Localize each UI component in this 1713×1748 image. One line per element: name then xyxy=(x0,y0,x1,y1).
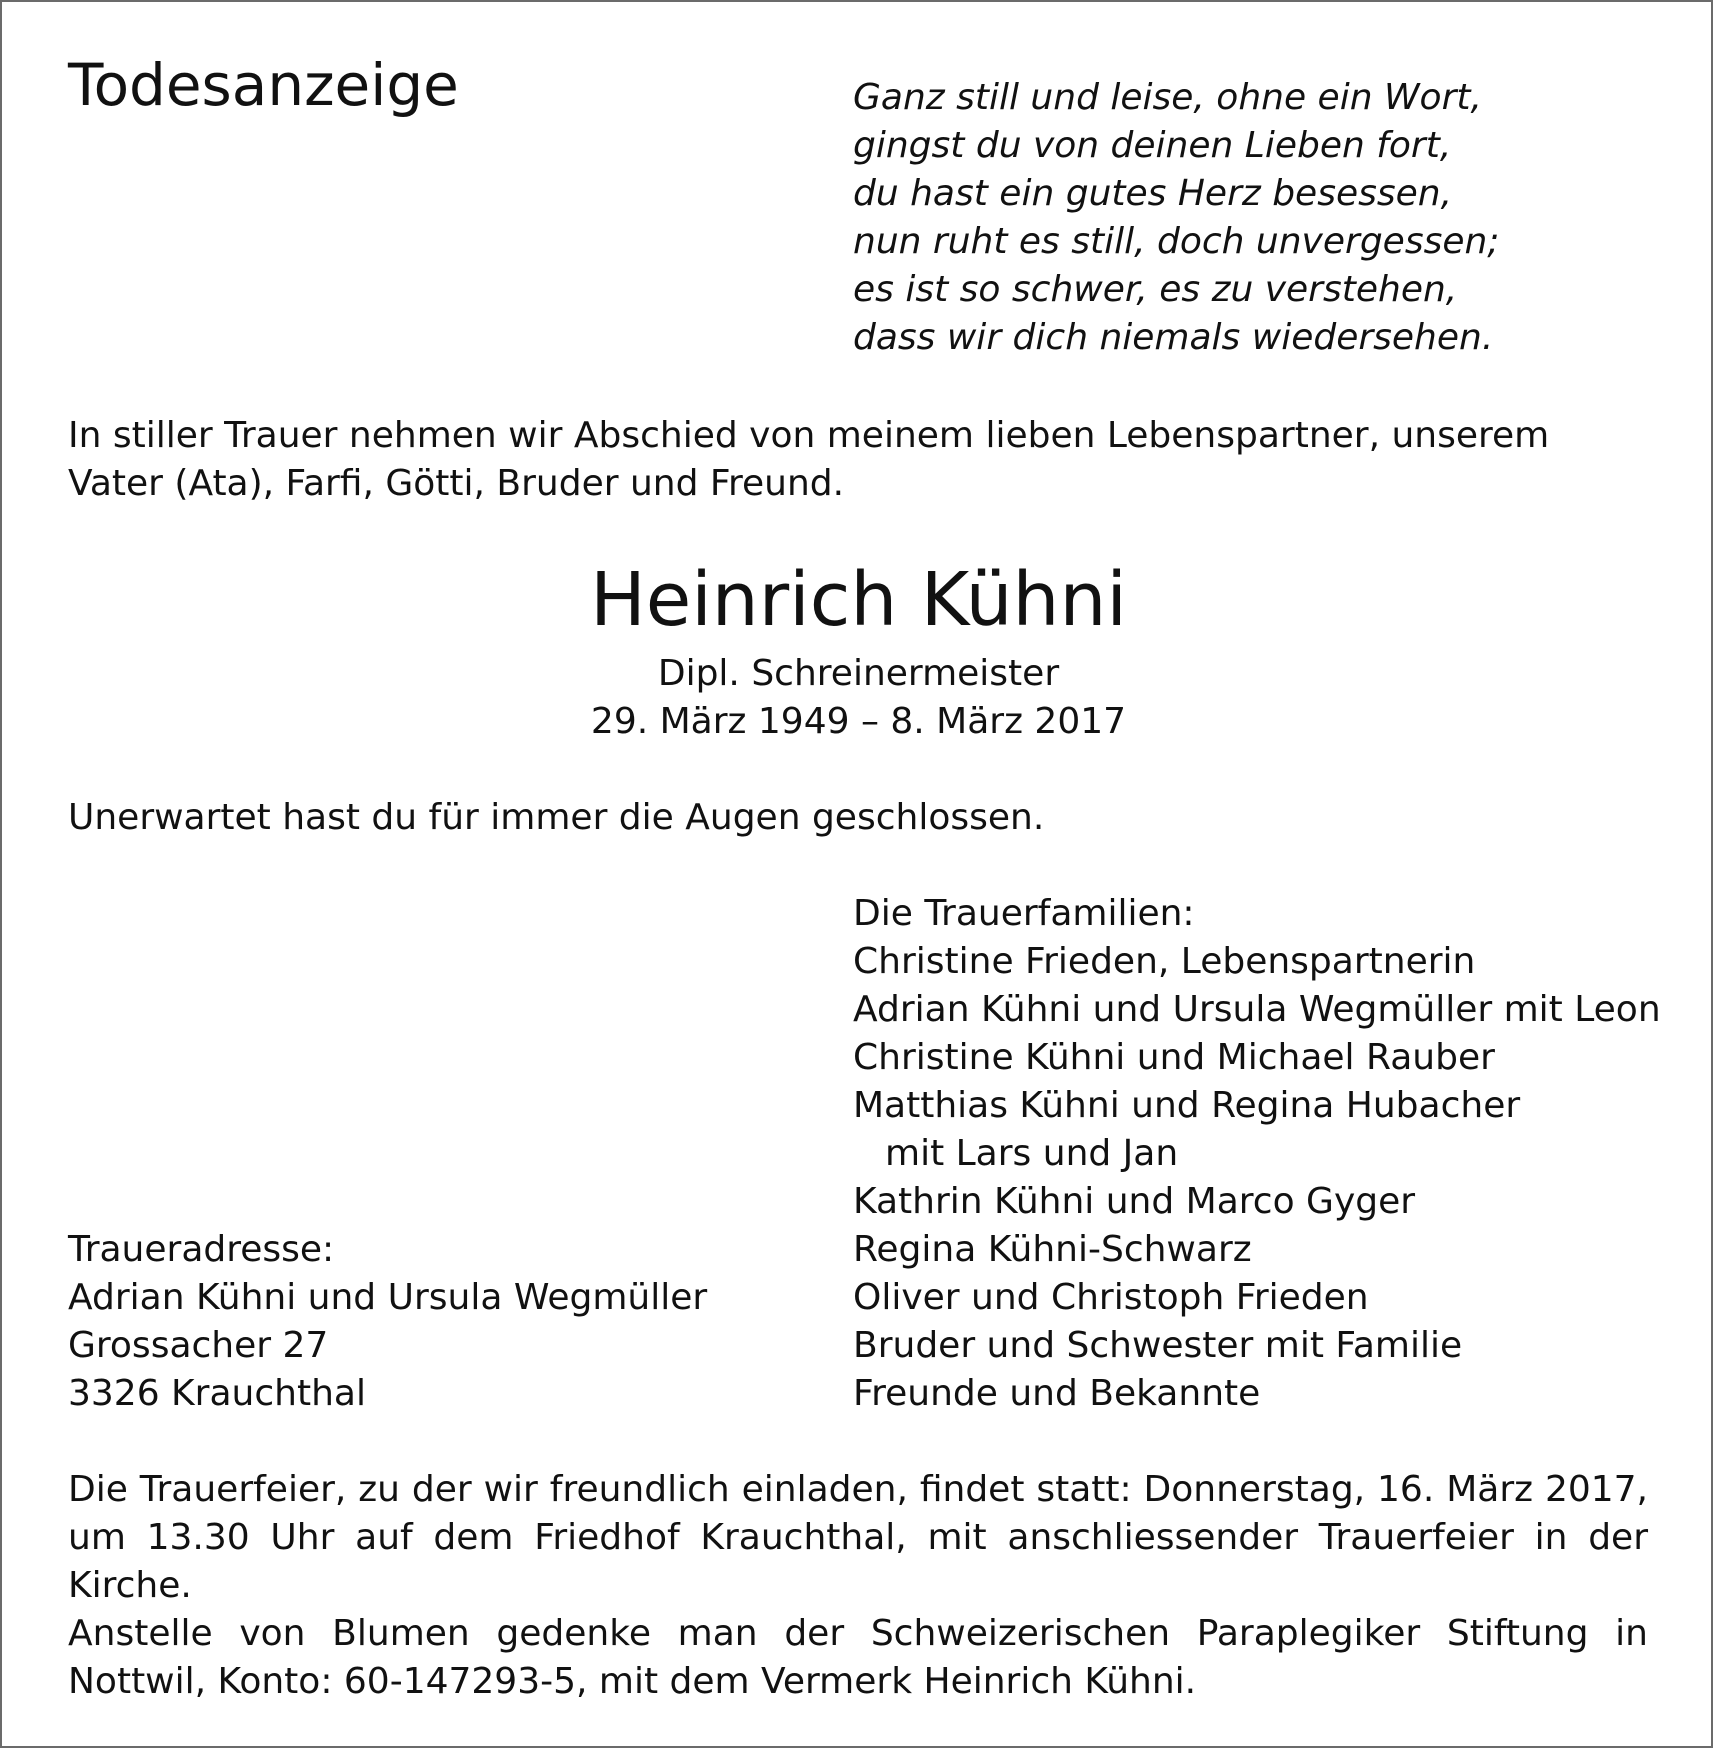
deceased-name: Heinrich Kühni xyxy=(590,557,1127,643)
poem xyxy=(853,74,1499,362)
poem-line: Ganz still und leise, ohne ein Wort, xyxy=(853,77,1482,118)
family-member: Bruder und Schwester mit Familie xyxy=(853,1325,1463,1366)
mourning-address xyxy=(68,1226,707,1418)
family-member: Kathrin Kühni und Marco Gyger xyxy=(853,1181,1416,1222)
poem-line: dass wir dich niemals wiedersehen. xyxy=(853,317,1494,358)
family-member: Regina Kühni-Schwarz xyxy=(853,1229,1252,1270)
family-member: Christine Frieden, Lebenspartnerin xyxy=(853,941,1476,982)
family-member: mit Lars und Jan xyxy=(885,1133,1179,1174)
address-name: Adrian Kühni und Ursula Wegmüller xyxy=(68,1277,708,1318)
intro-paragraph: In stiller Trauer nehmen wir Abschied von meinem lieben Lebenspartner, unserem Vater (Ata), Farfi, Götti, Bruder und Freund. xyxy=(68,415,1550,504)
family-member: Matthias Kühni und Regina Hubacher xyxy=(853,1085,1521,1126)
address-label: Traueradresse: xyxy=(68,1229,335,1270)
funeral-service-paragraph: Die Trauerfeier, zu der wir freundlich einladen, findet statt: Donnerstag, 16. März 2017, um 13.30 Uhr auf dem Friedhof Krauchthal, mit anschliessender Trauerfeier in der Kirche. xyxy=(68,1469,1648,1606)
poem-line: gingst du von deinen Lieben fort, xyxy=(853,125,1452,166)
address-city: 3326 Krauchthal xyxy=(68,1373,366,1414)
family-member: Oliver und Christoph Frieden xyxy=(853,1277,1369,1318)
family-member: Christine Kühni und Michael Rauber xyxy=(853,1037,1495,1078)
mourning-families xyxy=(853,890,1661,1418)
donation-paragraph: Anstelle von Blumen gedenke man der Schweizerischen Paraplegiker Stiftung in Nottwil, Konto: 60-147293-5, mit dem Vermerk Heinrich Kühni. xyxy=(68,1613,1648,1702)
family-member: Freunde und Bekannte xyxy=(853,1373,1261,1414)
closing-line: Unerwartet hast du für immer die Augen geschlossen. xyxy=(68,797,1045,838)
poem-line: es ist so schwer, es zu verstehen, xyxy=(853,269,1458,310)
deceased-title: Dipl. Schreinermeister xyxy=(657,653,1060,694)
families-heading: Die Trauerfamilien: xyxy=(853,893,1195,934)
deceased-dates: 29. März 1949 – 8. März 2017 xyxy=(590,701,1127,742)
poem-line: nun ruht es still, doch unvergessen; xyxy=(853,221,1500,262)
notice-heading: Todesanzeige xyxy=(68,51,459,119)
family-member: Adrian Kühni und Ursula Wegmüller mit Leon xyxy=(853,989,1661,1030)
address-street: Grossacher 27 xyxy=(68,1325,329,1366)
poem-line: du hast ein gutes Herz besessen, xyxy=(853,173,1453,214)
